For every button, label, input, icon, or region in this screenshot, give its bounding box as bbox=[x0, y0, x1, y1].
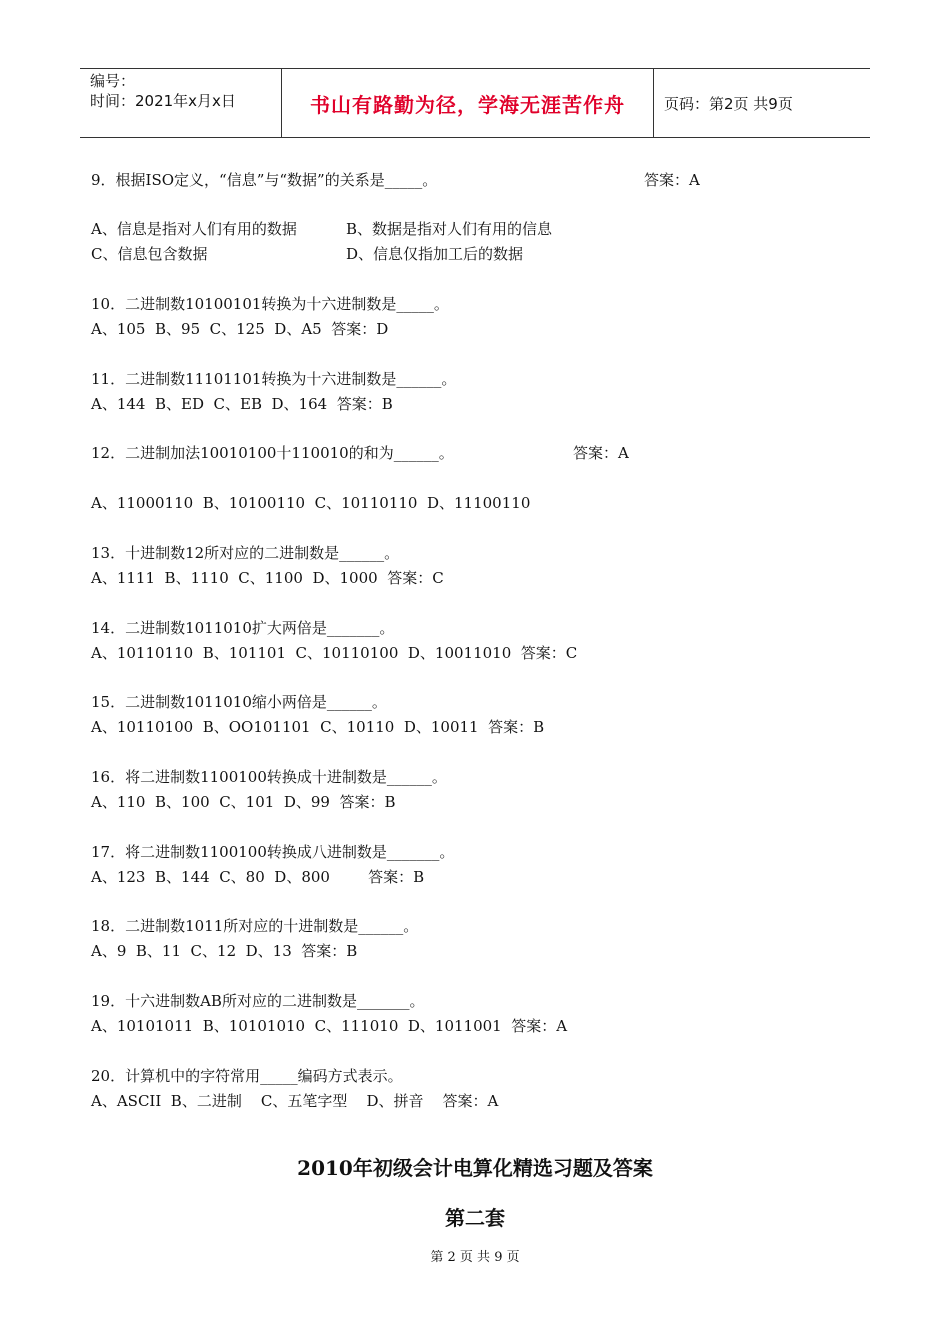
answer-9: 答案：A bbox=[644, 171, 700, 189]
question-16: 16．将二进制数1100100转换成十进制数是______。 bbox=[91, 768, 447, 786]
question-13: 13．十进制数12所对应的二进制数是______。 bbox=[91, 544, 400, 562]
options-16: A、110 B、100 C、101 D、99 答案：B bbox=[91, 793, 396, 811]
question-9: 9．根据ISO定义，“信息”与“数据”的关系是_____。 bbox=[91, 171, 438, 189]
options-14: A、10110110 B、101101 C、10110100 D、10011010 答案：C bbox=[91, 644, 578, 662]
question-19: 19．十六进制数AB所对应的二进制数是_______。 bbox=[91, 992, 425, 1010]
question-18: 18．二进制数1011所对应的十进制数是______。 bbox=[91, 917, 419, 935]
option-9a: A、信息是指对人们有用的数据 bbox=[91, 220, 297, 238]
question-12: 12．二进制加法10010100十110010的和为______。 bbox=[91, 444, 454, 462]
doc-time-label: 时间：2021年x月x日 bbox=[90, 92, 236, 110]
header-motto: 书山有路勤为径，学海无涯苦作舟 bbox=[281, 69, 654, 137]
answer-12: 答案：A bbox=[573, 444, 629, 462]
document-header bbox=[80, 68, 870, 138]
options-19: A、10101011 B、10101010 C、111010 D、1011001 答案：A bbox=[91, 1017, 568, 1035]
question-17: 17．将二进制数1100100转换成八进制数是_______。 bbox=[91, 843, 455, 861]
options-17: A、123 B、144 C、80 D、800 答案：B bbox=[91, 868, 425, 886]
options-20: A、ASCII B、二进制 C、五笔字型 D、拼音 答案：A bbox=[91, 1092, 499, 1110]
option-9c: C、信息包含数据 bbox=[91, 245, 208, 263]
question-11: 11．二进制数11101101转换为十六进制数是______。 bbox=[91, 370, 457, 388]
section-title: 2010年初级会计电算化精选习题及答案 bbox=[297, 1156, 653, 1180]
header-page-info: 页码：第2页 共9页 bbox=[664, 94, 793, 113]
options-11: A、144 B、ED C、EB D、164 答案：B bbox=[91, 395, 393, 413]
section-subtitle: 第二套 bbox=[445, 1206, 505, 1230]
question-10: 10．二进制数10100101转换为十六进制数是_____。 bbox=[91, 295, 449, 313]
doc-number-label: 编号： bbox=[90, 72, 136, 90]
question-15: 15．二进制数1011010缩小两倍是______。 bbox=[91, 693, 387, 711]
option-9b: B、数据是指对人们有用的信息 bbox=[346, 220, 553, 238]
question-14: 14．二进制数1011010扩大两倍是_______。 bbox=[91, 619, 395, 637]
options-13: A、1111 B、1110 C、1100 D、1000 答案：C bbox=[91, 569, 444, 587]
options-10: A、105 B、95 C、125 D、A5 答案：D bbox=[91, 320, 389, 338]
options-15: A、10110100 B、OO101101 C、10110 D、10011 答案：B bbox=[91, 718, 545, 736]
page-footer: 第 2 页 共 9 页 bbox=[430, 1250, 520, 1265]
options-12: A、11000110 B、10100110 C、10110110 D、11100110 bbox=[91, 494, 531, 512]
options-18: A、9 B、11 C、12 D、13 答案：B bbox=[91, 942, 358, 960]
option-9d: D、信息仅指加工后的数据 bbox=[346, 245, 524, 263]
question-20: 20．计算机中的字符常用_____编码方式表示。 bbox=[91, 1067, 403, 1085]
header-meta bbox=[80, 69, 281, 137]
